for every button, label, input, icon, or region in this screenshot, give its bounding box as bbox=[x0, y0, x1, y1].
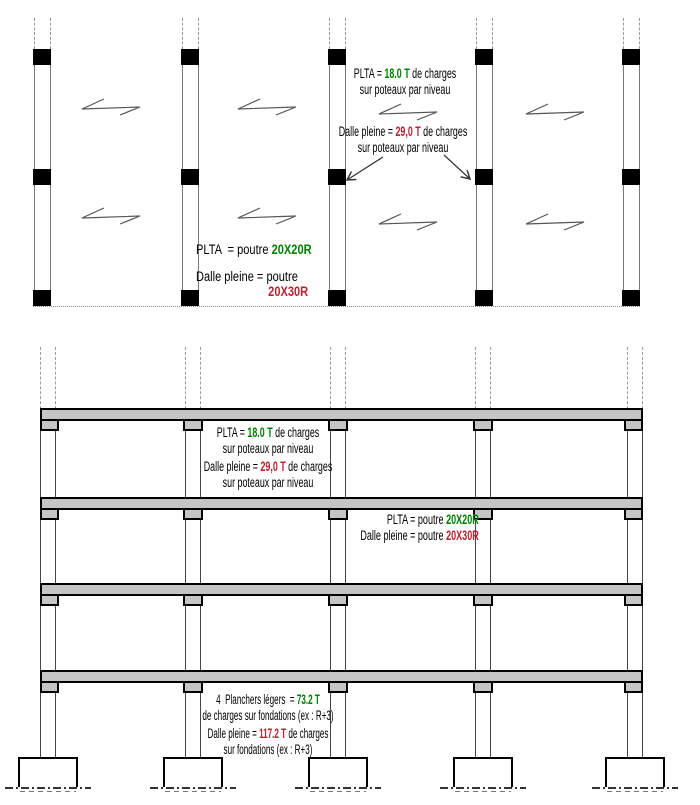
column-section-marker bbox=[33, 49, 51, 65]
plan-dalle-load-note bbox=[339, 124, 468, 155]
span-direction-arrow-icon bbox=[236, 98, 298, 116]
column-axis-dash bbox=[182, 18, 183, 49]
plta-load-value: 18.0 T bbox=[247, 425, 273, 440]
column-axis-dash bbox=[34, 18, 35, 49]
column-section-marker bbox=[181, 169, 199, 185]
note-line: Dalle pleine = poutre 20X30R bbox=[360, 527, 479, 543]
ground-line bbox=[295, 787, 381, 789]
footing bbox=[453, 757, 513, 787]
column-axis-dash bbox=[492, 18, 493, 49]
note-line: PLTA = 18.0 T de charges bbox=[216, 425, 320, 440]
ground-line bbox=[592, 787, 678, 789]
note-line: sur poteaux par niveau bbox=[222, 474, 314, 490]
column-axis-dash bbox=[623, 18, 624, 49]
footing bbox=[308, 757, 368, 787]
dalle-foundation-load-value: 117.2 T bbox=[259, 726, 287, 741]
ground-line-secondary bbox=[607, 791, 663, 792]
column-axis-dash bbox=[40, 347, 41, 409]
note-line: PLTA = 18.0 T de charges bbox=[353, 66, 457, 81]
column-axis-dash bbox=[475, 347, 476, 409]
column-capital bbox=[624, 421, 643, 431]
column-axis-dash bbox=[345, 18, 346, 49]
ground-line-secondary bbox=[455, 791, 511, 792]
span-direction-arrow-icon bbox=[524, 103, 586, 121]
ground-line-secondary bbox=[310, 791, 366, 792]
note-line: Dalle pleine = 29,0 T de charges bbox=[338, 124, 468, 139]
column-axis-dash bbox=[627, 347, 628, 409]
column-capital bbox=[624, 596, 643, 606]
plta-beam-size: 20X20R bbox=[271, 242, 312, 257]
dalle-load-value: 29,0 T bbox=[260, 459, 286, 474]
column-section-marker bbox=[33, 169, 51, 185]
column-section-marker bbox=[622, 290, 640, 306]
column-capital bbox=[183, 421, 203, 431]
note-line: de charges sur fondations (ex : R+3) bbox=[202, 707, 334, 723]
note-line: sur fondations (ex : R+3) bbox=[223, 741, 313, 757]
span-direction-arrow-icon bbox=[80, 207, 142, 225]
column-section-marker bbox=[475, 290, 493, 306]
column-capital bbox=[183, 683, 203, 693]
note-line: PLTA = poutre 20X20R bbox=[387, 512, 479, 527]
elev-beam-sizes-note bbox=[361, 512, 479, 543]
column-axis-dash bbox=[329, 18, 330, 49]
column-axis-dash bbox=[185, 347, 186, 409]
column-capital bbox=[624, 510, 643, 520]
column-capital bbox=[328, 510, 348, 520]
span-direction-arrow-icon bbox=[236, 207, 298, 225]
floor-beam bbox=[40, 497, 643, 510]
dalle-load-value: 29,0 T bbox=[395, 124, 421, 139]
column-axis-dash bbox=[50, 18, 51, 49]
column-capital bbox=[328, 596, 348, 606]
column-capital bbox=[473, 421, 493, 431]
column-axis-dash bbox=[345, 347, 346, 409]
column-capital bbox=[40, 510, 59, 520]
floor-beam bbox=[40, 408, 643, 421]
footing bbox=[163, 757, 223, 787]
column-capital bbox=[473, 596, 493, 606]
note-line: sur poteaux par niveau bbox=[222, 440, 314, 456]
span-direction-arrow-icon bbox=[80, 98, 142, 116]
column-section-marker bbox=[181, 49, 199, 65]
span-direction-arrow-icon bbox=[377, 213, 439, 231]
span-direction-arrow-icon bbox=[524, 213, 586, 231]
ground-line-secondary bbox=[20, 791, 76, 792]
column-axis-dash bbox=[490, 347, 491, 409]
column-axis-dash bbox=[642, 347, 643, 409]
note-line: sur poteaux par niveau bbox=[357, 139, 449, 155]
column-capital bbox=[183, 596, 203, 606]
light-floors-load-value: 73.2 T bbox=[296, 692, 320, 707]
elev-column-loads-note bbox=[204, 425, 333, 490]
column-capital bbox=[183, 510, 203, 520]
ground-line bbox=[150, 787, 236, 789]
ground-line bbox=[5, 787, 91, 789]
span-direction-arrow-icon bbox=[377, 103, 439, 121]
footing bbox=[605, 757, 665, 787]
column-capital bbox=[473, 683, 493, 693]
plan-beam-sizes-note bbox=[196, 242, 312, 300]
column-axis-dash bbox=[198, 18, 199, 49]
ground-line-secondary bbox=[165, 791, 221, 792]
plan-plta-load-note bbox=[354, 66, 456, 97]
column-section-marker bbox=[33, 290, 51, 306]
note-line: sur poteaux par niveau bbox=[359, 81, 451, 97]
note-line: PLTA = poutre 20X20R bbox=[196, 242, 312, 257]
plta-beam-size: 20X20R bbox=[446, 512, 479, 527]
load-pointer-arrows-icon bbox=[335, 150, 485, 190]
note-line: Dalle pleine = 29,0 T de charges bbox=[203, 459, 333, 474]
footing bbox=[18, 757, 78, 787]
column-capital bbox=[624, 683, 643, 693]
column-capital bbox=[40, 596, 59, 606]
dalle-beam-size: 20X30R bbox=[446, 527, 479, 543]
note-line: Dalle pleine = 117.2 T de charges bbox=[207, 726, 329, 741]
column-section-marker bbox=[475, 49, 493, 65]
column-axis-dash bbox=[476, 18, 477, 49]
column-capital bbox=[40, 683, 59, 693]
note-line bbox=[196, 284, 312, 300]
dalle-beam-size: 20X30R bbox=[268, 284, 309, 299]
note-line: 4 Planchers légers = 73.2 T bbox=[216, 692, 320, 707]
floor-beam bbox=[40, 670, 643, 683]
note-line: Dalle pleine = poutre bbox=[196, 268, 298, 284]
column-axis-dash bbox=[200, 347, 201, 409]
column-section-marker bbox=[328, 290, 346, 306]
ground-line bbox=[440, 787, 526, 789]
column-section-marker bbox=[622, 169, 640, 185]
column-axis-dash bbox=[330, 347, 331, 409]
elev-foundation-loads-note bbox=[202, 692, 333, 757]
column-section-marker bbox=[328, 49, 346, 65]
column-section-marker bbox=[622, 49, 640, 65]
plta-load-value: 18.0 T bbox=[384, 66, 410, 81]
slab-edge-line bbox=[33, 306, 640, 307]
column-axis-dash bbox=[639, 18, 640, 49]
column-axis-dash bbox=[55, 347, 56, 409]
column-capital bbox=[40, 421, 59, 431]
floor-beam bbox=[40, 583, 643, 596]
